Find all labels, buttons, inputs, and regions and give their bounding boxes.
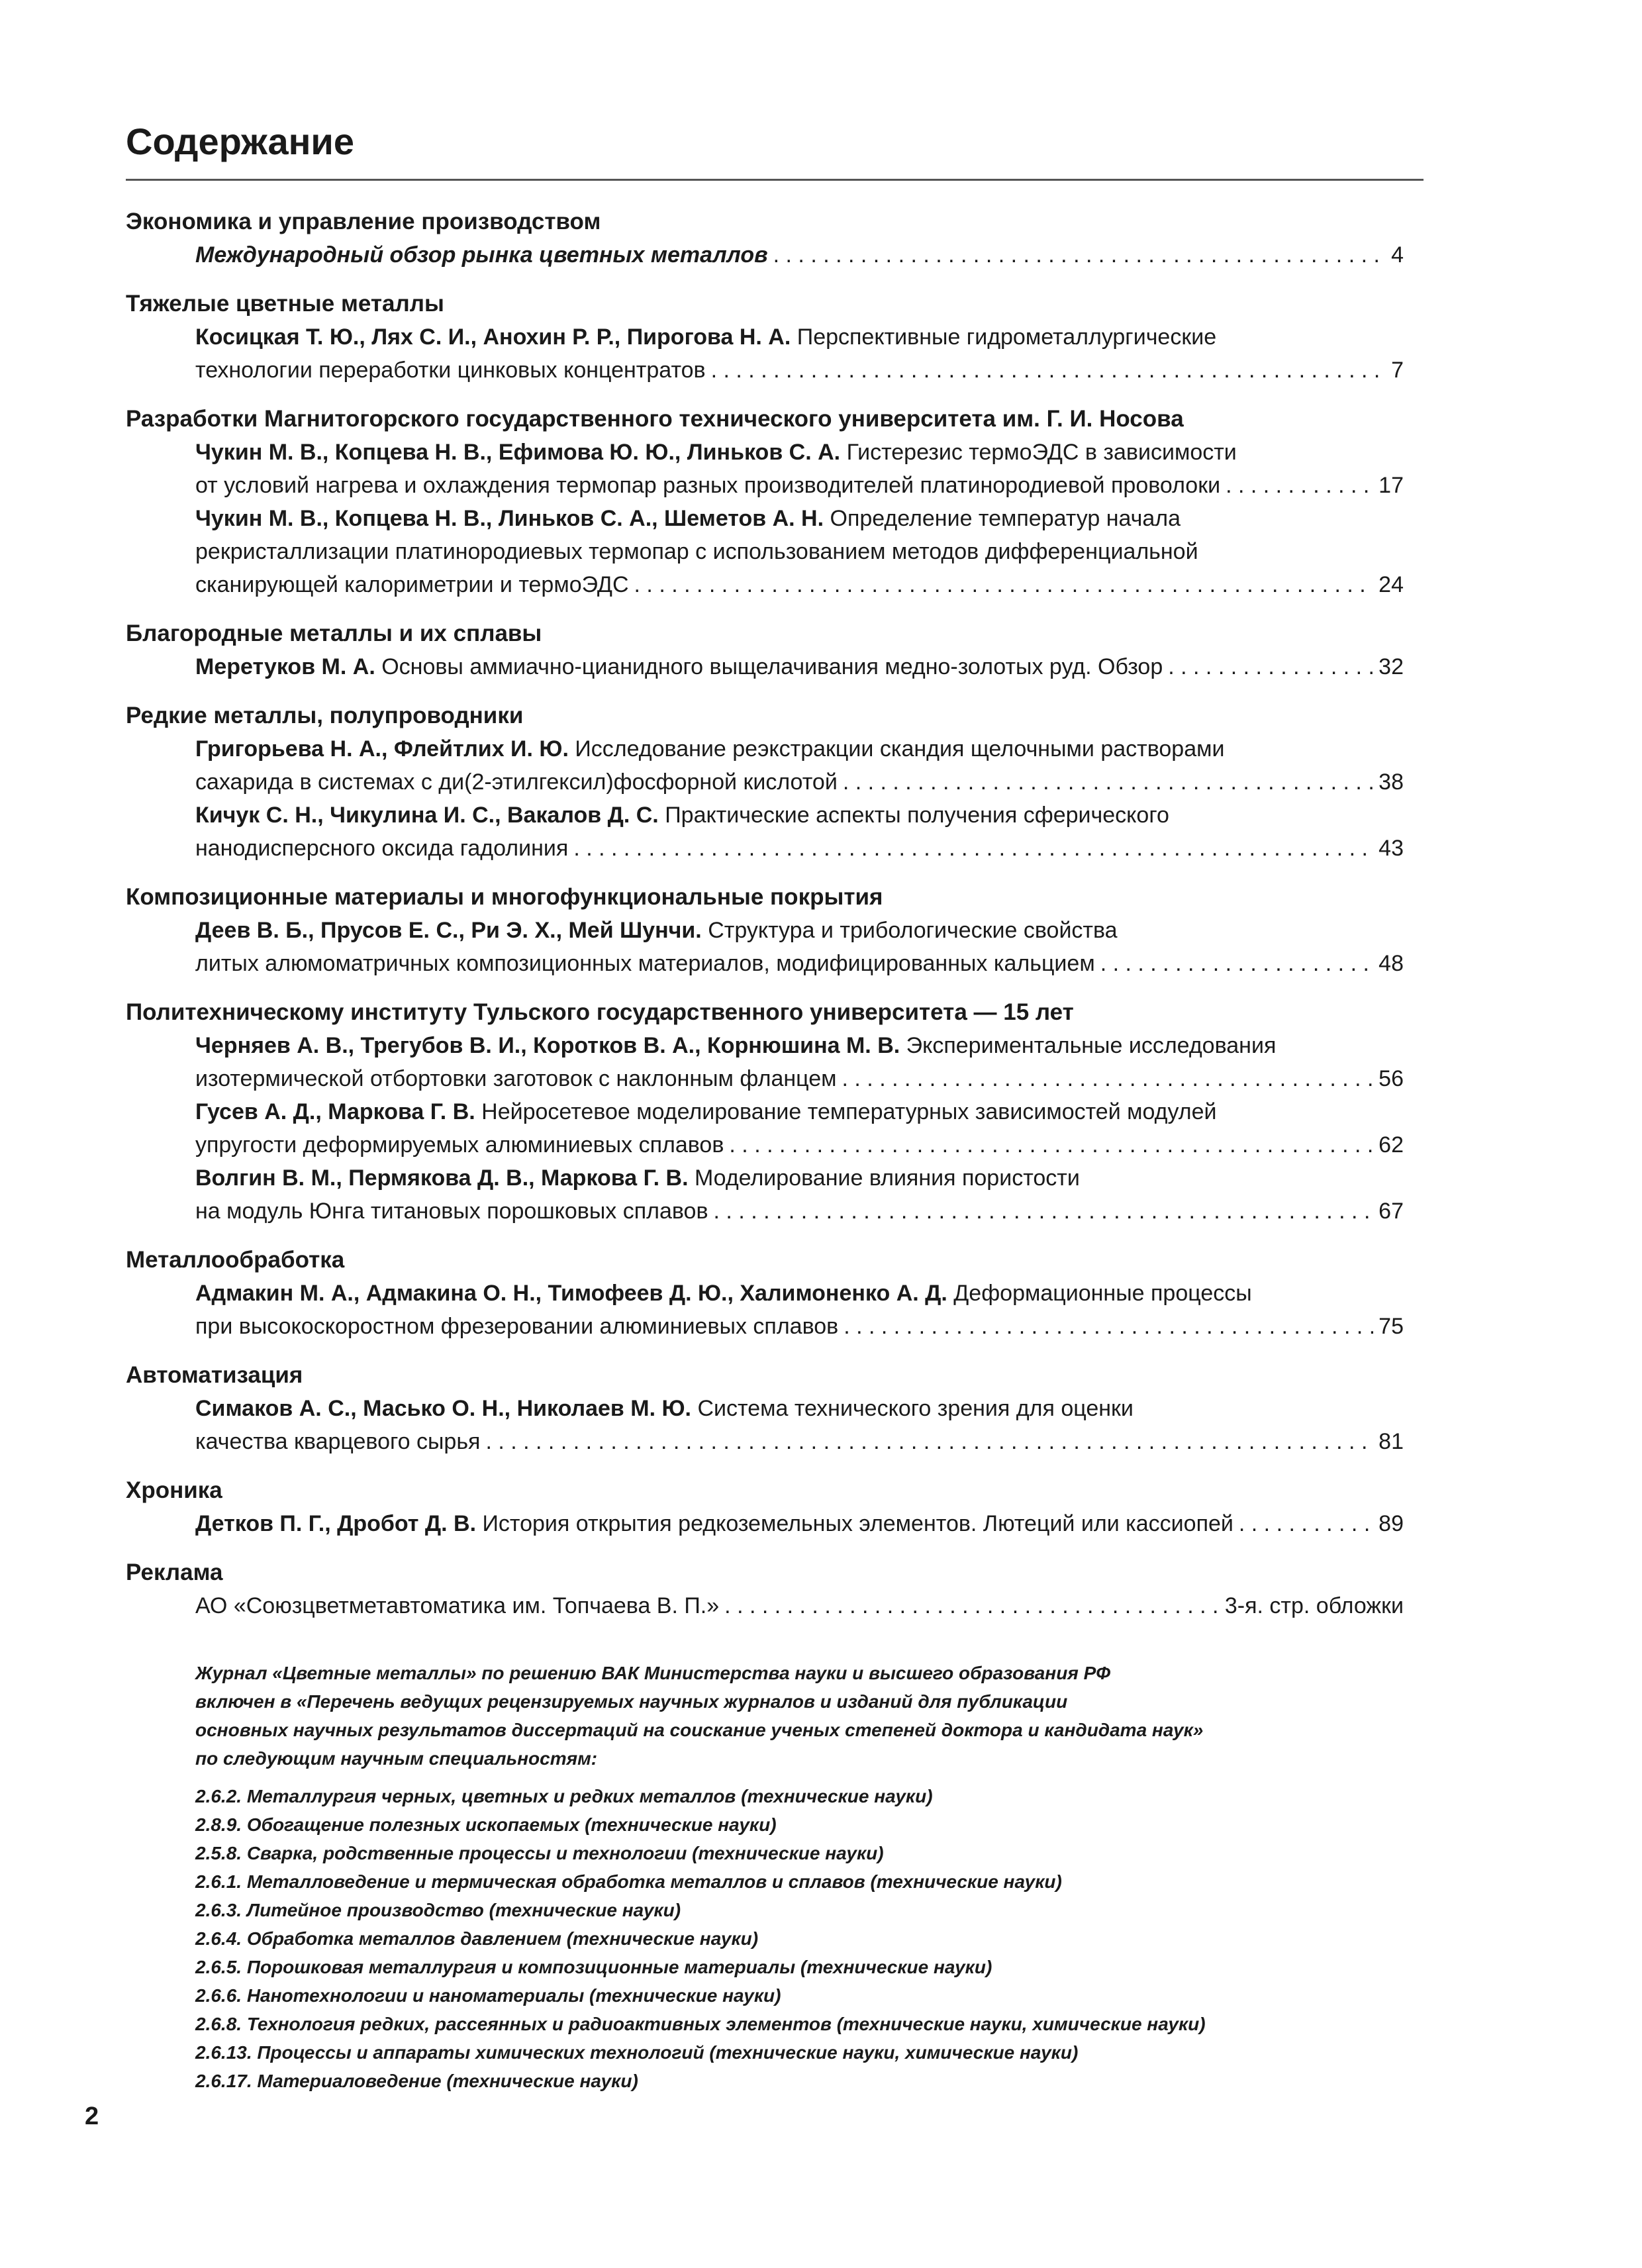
entry-title-last-line: сахарида в системах с ди(2-этилгексил)фосфорной кислотой [195, 769, 838, 795]
entry-authors: Григорьева Н. А., Флейтлих И. Ю. [195, 736, 569, 762]
entry-title-line: Исследование реэкстракции скандия щелочными растворами [575, 736, 1225, 762]
vak-intro [195, 1659, 1387, 1773]
dot-leader [843, 765, 1373, 799]
toc-section [126, 699, 1404, 865]
toc-entry[interactable] [126, 1161, 1404, 1228]
toc-entry[interactable] [126, 650, 1404, 683]
toc-section [126, 996, 1404, 1228]
toc-section [126, 617, 1404, 683]
entry-page-number: 17 [1378, 473, 1404, 498]
entry-title-last-line: качества кварцевого сырья [195, 1429, 481, 1454]
toc-section [126, 403, 1404, 601]
dot-leader [1239, 1507, 1373, 1540]
vak-specialty-item: 2.6.17. Материаловедение (технические науки) [195, 2071, 638, 2091]
entry-title-last-line: Международный обзор рынка цветных металлов [195, 242, 768, 268]
entry-page-number: 32 [1378, 654, 1404, 679]
entry-title: Основы аммиачно-цианидного выщелачивания медно-золотых руд. Обзор [381, 654, 1163, 679]
dot-leader [842, 1062, 1374, 1095]
toc-entry[interactable] [126, 1095, 1404, 1161]
dot-leader [1100, 947, 1373, 980]
entry-title-last-line: АО «Союзцветметавтоматика им. Топчаева В. П.» [195, 1593, 720, 1618]
entry-title-line: Практические аспекты получения сферического [665, 803, 1169, 828]
entry-title-line: Моделирование влияния пористости [694, 1165, 1080, 1191]
vak-intro-line: по следующим научным специальностям: [195, 1748, 598, 1769]
toc-section [126, 881, 1404, 980]
entry-page-number: 3-я. стр. обложки [1224, 1593, 1404, 1618]
vak-specialties-list [195, 1782, 1387, 2095]
entry-title-last-line: на модуль Юнга титановых порошковых сплавов [195, 1199, 708, 1224]
entry-page-number: 43 [1378, 836, 1404, 861]
entry-page-number: 75 [1378, 1314, 1404, 1339]
entry-authors: Волгин В. М., Пермякова Д. В., Маркова Г. В. [195, 1165, 689, 1191]
entry-page-number: 48 [1378, 951, 1404, 976]
toc-section [126, 287, 1404, 387]
dot-leader [711, 354, 1386, 387]
section-heading: Разработки Магнитогорского государственного технического университета им. Г. И. Носова [126, 406, 1184, 432]
toc-section [126, 1556, 1404, 1622]
entry-title-line: Деформационные процессы [953, 1281, 1252, 1306]
vak-specialty-item: 2.6.1. Металловедение и термическая обработка металлов и сплавов (технические науки) [195, 1871, 1062, 1892]
entry-authors: Деев В. Б., Прусов Е. С., Ри Э. Х., Мей Шунчи. [195, 918, 702, 943]
entry-title-last-line: изотермической отбортовки заготовок с наклонным фланцем [195, 1066, 837, 1091]
dot-leader [485, 1425, 1373, 1458]
toc-entry[interactable] [126, 436, 1404, 502]
entry-page-number: 38 [1378, 769, 1404, 795]
toc-entry[interactable] [126, 1029, 1404, 1095]
vak-specialty-item: 2.8.9. Обогащение полезных ископаемых (технические науки) [195, 1814, 777, 1835]
section-heading: Экономика и управление производством [126, 209, 601, 234]
section-heading: Реклама [126, 1559, 223, 1585]
section-heading: Металлообработка [126, 1247, 345, 1273]
dot-leader [729, 1128, 1373, 1161]
entry-title-line: Система технического зрения для оценки [697, 1396, 1134, 1421]
entry-authors: Адмакин М. А., Адмакина О. Н., Тимофеев Д. Ю., Халимоненко А. Д. [195, 1281, 947, 1306]
toc-entry[interactable] [126, 502, 1404, 601]
vak-specialty-item: 2.6.3. Литейное производство (технические науки) [195, 1900, 681, 1920]
dot-leader [773, 238, 1386, 271]
dot-leader [573, 832, 1373, 865]
section-heading: Благородные металлы и их сплавы [126, 620, 542, 646]
entry-authors: Гусев А. Д., Маркова Г. В. [195, 1099, 475, 1124]
entry-page-number: 89 [1378, 1511, 1404, 1536]
page-title: Содержание [126, 121, 354, 162]
vak-specialty-item: 2.6.8. Технология редких, рассеянных и радиоактивных элементов (технические науки, химические науки) [195, 2014, 1206, 2034]
entry-title-last-line: литых алюмоматричных композиционных материалов, модифицированных кальцием [195, 951, 1095, 976]
entry-title-last-line: сканирующей калориметрии и термоЭДС [195, 572, 629, 597]
vak-specialty-item: 2.6.6. Нанотехнологии и наноматериалы (технические науки) [195, 1985, 781, 2006]
entry-title-last-line: нанодисперсного оксида гадолиния [195, 836, 569, 861]
vak-specialty-item: 2.6.5. Порошковая металлургия и композиционные материалы (технические науки) [195, 1957, 992, 1977]
entry-authors: Чукин М. В., Копцева Н. В., Линьков С. А., Шеметов А. Н. [195, 506, 824, 531]
entry-title-line: Гистерезис термоЭДС в зависимости [846, 440, 1237, 465]
vak-intro-line: основных научных результатов диссертаций на соискание ученых степеней доктора и кандидата наук» [195, 1720, 1204, 1740]
entry-title-line: Перспективные гидрометаллургические [797, 324, 1217, 350]
vak-specialty-item: 2.6.13. Процессы и аппараты химических технологий (технические науки, химические науки) [195, 2042, 1079, 2063]
dot-leader [724, 1589, 1220, 1622]
toc-entry[interactable] [126, 320, 1404, 387]
entry-authors: Черняев А. В., Трегубов В. И., Коротков В. А., Корнюшина М. В. [195, 1033, 900, 1058]
toc-entry[interactable] [126, 1507, 1404, 1540]
entry-title-last-line: от условий нагрева и охлаждения термопар разных производителей платинородиевой проволоки [195, 473, 1221, 498]
table-of-contents [126, 205, 1404, 1638]
dot-leader [1168, 650, 1373, 683]
dot-leader [714, 1195, 1374, 1228]
section-heading: Хроника [126, 1477, 222, 1503]
vak-intro-line: включен в «Перечень ведущих рецензируемых научных журналов и изданий для публикации [195, 1691, 1068, 1712]
toc-entry[interactable] [126, 1277, 1404, 1343]
entry-page-number: 81 [1378, 1429, 1404, 1454]
entry-title-line: Определение температур начала [830, 506, 1181, 531]
entry-title-line: Экспериментальные исследования [906, 1033, 1277, 1058]
entry-authors: Кичук С. Н., Чикулина И. С., Вакалов Д. С. [195, 803, 659, 828]
entry-title-last-line: технологии переработки цинковых концентратов [195, 358, 706, 383]
toc-entry[interactable] [126, 732, 1404, 799]
entry-title-last-line: при высокоскоростном фрезеровании алюминиевых сплавов [195, 1314, 839, 1339]
toc-entry[interactable] [126, 799, 1404, 865]
vak-intro-line: Журнал «Цветные металлы» по решению ВАК Министерства науки и высшего образования РФ [195, 1663, 1111, 1683]
section-heading: Автоматизация [126, 1362, 303, 1388]
toc-section [126, 1244, 1404, 1343]
toc-entry[interactable] [126, 914, 1404, 980]
entry-page-number: 56 [1378, 1066, 1404, 1091]
toc-entry[interactable] [126, 1392, 1404, 1458]
dot-leader [844, 1310, 1373, 1343]
entry-title-line: Нейросетевое моделирование температурных зависимостей модулей [481, 1099, 1217, 1124]
entry-page-number: 4 [1391, 242, 1404, 268]
vak-specialty-item: 2.6.2. Металлургия черных, цветных и редких металлов (технические науки) [195, 1786, 933, 1806]
vak-specialty-item: 2.6.4. Обработка металлов давлением (технические науки) [195, 1928, 759, 1949]
vak-note [195, 1659, 1387, 2095]
entry-title: История открытия редкоземельных элементов. Лютеций или кассиопей [482, 1511, 1233, 1536]
toc-section [126, 205, 1404, 271]
section-heading: Тяжелые цветные металлы [126, 291, 444, 317]
entry-title-line: Структура и трибологические свойства [708, 918, 1118, 943]
toc-section [126, 1474, 1404, 1540]
dot-leader [1226, 469, 1373, 502]
entry-page-number: 24 [1378, 572, 1404, 597]
entry-authors: Меретуков М. А. [195, 654, 375, 679]
entry-title-line: рекристаллизации платинородиевых термопар с использованием методов дифференциальной [195, 539, 1198, 564]
vak-specialty-item: 2.5.8. Сварка, родственные процессы и технологии (технические науки) [195, 1843, 884, 1863]
entry-page-number: 67 [1378, 1199, 1404, 1224]
entry-page-number: 62 [1378, 1132, 1404, 1158]
toc-entry[interactable] [126, 238, 1404, 271]
entry-authors: Детков П. Г., Дробот Д. В. [195, 1511, 477, 1536]
entry-title-last-line: упругости деформируемых алюминиевых сплавов [195, 1132, 724, 1158]
section-heading: Редкие металлы, полупроводники [126, 703, 524, 728]
toc-entry[interactable] [126, 1589, 1404, 1622]
entry-authors: Чукин М. В., Копцева Н. В., Ефимова Ю. Ю., Линьков С. А. [195, 440, 841, 465]
page-number: 2 [85, 2102, 99, 2130]
section-heading: Композиционные материалы и многофункциональные покрытия [126, 884, 883, 910]
entry-authors: Косицкая Т. Ю., Лях С. И., Анохин Р. Р., Пирогова Н. А. [195, 324, 791, 350]
toc-section [126, 1359, 1404, 1458]
section-heading: Политехническому институту Тульского государственного университета — 15 лет [126, 999, 1074, 1025]
title-divider [126, 179, 1424, 181]
entry-page-number: 7 [1391, 358, 1404, 383]
entry-authors: Симаков А. С., Масько О. Н., Николаев М. Ю. [195, 1396, 691, 1421]
dot-leader [634, 568, 1374, 601]
